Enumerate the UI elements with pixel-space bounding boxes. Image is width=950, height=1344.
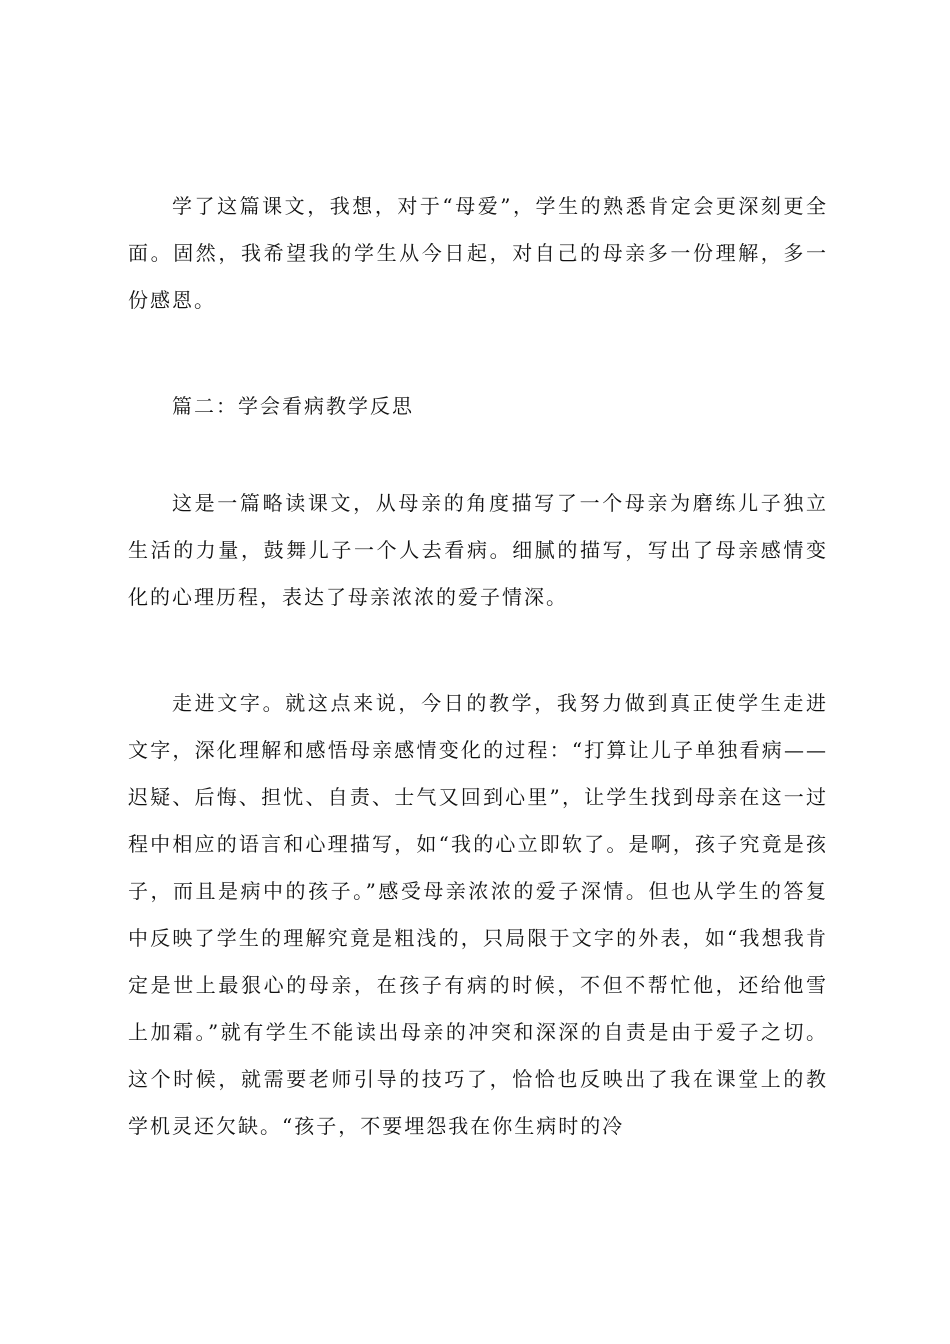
paragraph-2: 这是一篇略读课文，从母亲的角度描写了一个母亲为磨练儿子独立生活的力量，鼓舞儿子一个人去看病。细腻的描写，写出了母亲感情变化的心理历程，表达了母亲浓浓的爱子情深。: [128, 491, 828, 609]
section-heading: 篇二：学会看病教学反思: [172, 394, 414, 418]
paragraph-1: 学了这篇课文，我想，对于“母爱”，学生的熟悉肯定会更深刻更全面。固然，我希望我的学生从今日起，对自己的母亲多一份理解，多一份感恩。: [128, 194, 828, 312]
paragraph-3: 走进文字。就这点来说，今日的教学，我努力做到真正使学生走进文字，深化理解和感悟母亲感情变化的过程：“打算让儿子单独看病——迟疑、后悔、担忧、自责、士气又回到心里”，让学生找到母亲在这一过程中相应的语言和心理描写，如“我的心立即软了。是啊，孩子究竟是孩子，而且是病中的孩子。”感受母亲浓浓的爱子深情。但也从学生的答复中反映了学生的理解究竟是粗浅的，只局限于文字的外表，如“我想我肯定是世上最狠心的母亲，在孩子有病的时候，不但不帮忙他，还给他雪上加霜。”就有学生不能读出母亲的冲突和深深的自责是由于爱子之切。这个时候，就需要老师引导的技巧了，恰恰也反映出了我在课堂上的教学机灵还欠缺。“孩子，不要埋怨我在你生病时的冷: [128, 691, 828, 1138]
